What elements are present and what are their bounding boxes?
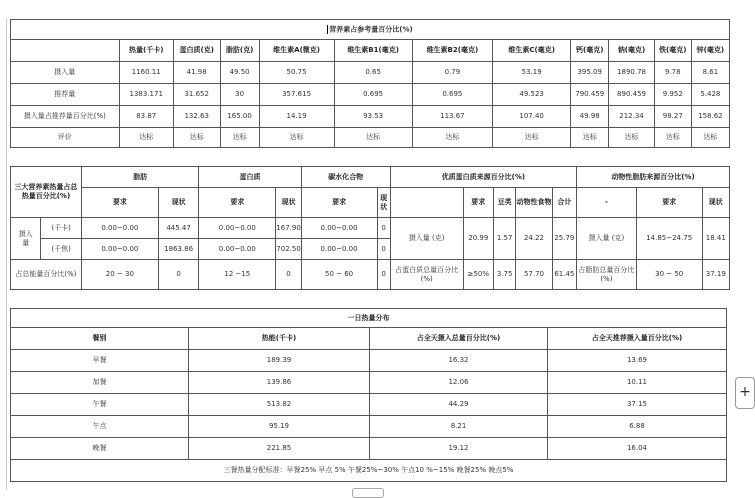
header-cell: 占全天摄入总量百分比(%) xyxy=(370,328,548,350)
cell: 14.19 xyxy=(259,106,334,128)
cell: 达标 xyxy=(173,128,220,148)
cell: 95.19 xyxy=(189,416,370,438)
table-row xyxy=(11,84,730,106)
cell: 49.50 xyxy=(220,62,259,84)
cell: 41.98 xyxy=(173,62,220,84)
header-fat: 脂肪 xyxy=(81,167,198,188)
table-row xyxy=(11,106,730,128)
header-quality-protein: 优质蛋白质来源百分比(%) xyxy=(390,167,576,188)
header-cell: 钙(毫克) xyxy=(571,40,609,62)
cell: 0.00~0.00 xyxy=(199,218,276,239)
header-dash: - xyxy=(577,188,637,218)
header-protein: 蛋白质 xyxy=(199,167,301,188)
meal-label: 加餐 xyxy=(11,372,189,394)
header-cell: 维生素B1(毫克) xyxy=(334,40,412,62)
header-cell: 占全天推荐摄入量百分比(%) xyxy=(548,328,727,350)
unit-label: (千焦) xyxy=(41,239,82,260)
cell: 0.695 xyxy=(412,84,492,106)
cell: 16.32 xyxy=(370,350,548,372)
cell: 513.82 xyxy=(189,394,370,416)
cell: 10.11 xyxy=(548,372,727,394)
header-cell: 蛋白质(克) xyxy=(173,40,220,62)
cell: 达标 xyxy=(609,128,655,148)
header-cell: 铁(毫克) xyxy=(654,40,691,62)
cell: 93.53 xyxy=(334,106,412,128)
cell: 0.00~0.00 xyxy=(301,218,377,239)
cell: 50 ~ 60 xyxy=(301,260,377,290)
cell: 0.695 xyxy=(334,84,412,106)
cell: 212.34 xyxy=(609,106,655,128)
meal-label: 午餐 xyxy=(11,394,189,416)
cell: 达标 xyxy=(654,128,691,148)
cell: 0.00~0.00 xyxy=(81,218,158,239)
cell: 0.00~0.00 xyxy=(199,239,276,260)
cell: 18.41 xyxy=(702,218,729,260)
cell: 12.06 xyxy=(370,372,548,394)
cell: 1383.171 xyxy=(119,84,173,106)
header-animal-fat: 动物性脂肪来源百分比(%) xyxy=(577,167,730,188)
meal-label: 晚餐 xyxy=(11,438,189,460)
cell: 24.22 xyxy=(516,218,552,260)
macronutrient-energy-table xyxy=(10,166,730,290)
header-req: 要求 xyxy=(301,188,377,218)
header-total: 合计 xyxy=(552,188,576,218)
cell: 0 xyxy=(158,260,199,290)
cell: 达标 xyxy=(691,128,729,148)
table-row xyxy=(11,128,730,148)
cell: 1890.78 xyxy=(609,62,655,84)
table-row xyxy=(11,62,730,84)
cell: 0 xyxy=(377,218,390,239)
table3-title: 一日热量分布 xyxy=(11,309,727,328)
cell: 50.75 xyxy=(259,62,334,84)
af-intake-label: 摄入量 (克) xyxy=(577,218,637,260)
intake-g-label: 摄入量 (克) xyxy=(390,218,463,260)
meal-distribution-note: 三餐热量分配标准：早餐25% 早点 5% 午餐25%~30% 午点10 %~15% 晚餐25% 晚点5% xyxy=(11,460,727,482)
cell: 702.50 xyxy=(276,239,301,260)
cell: 445.47 xyxy=(158,218,199,239)
add-button[interactable] xyxy=(735,377,755,409)
table-row xyxy=(11,416,727,438)
cell: 达标 xyxy=(334,128,412,148)
header-empty xyxy=(11,40,120,62)
cell: 12 ~15 xyxy=(199,260,276,290)
header-cell: 热量(千卡) xyxy=(119,40,173,62)
table-row xyxy=(11,218,730,239)
table-row xyxy=(11,438,727,460)
cell: 8.61 xyxy=(691,62,729,84)
cell: 49.98 xyxy=(571,106,609,128)
header-req: 要求 xyxy=(463,188,493,218)
cell: 53.19 xyxy=(493,62,571,84)
cell: 890.459 xyxy=(609,84,655,106)
row-label: 评价 xyxy=(11,128,120,148)
cell: 189.39 xyxy=(189,350,370,372)
header-now: 现状 xyxy=(158,188,199,218)
pct-label: 占总能量百分比(%) xyxy=(11,260,82,290)
table-row xyxy=(11,350,727,372)
header-empty xyxy=(390,188,463,218)
row-label: 摄入量占推荐量百分比(%) xyxy=(11,106,120,128)
cell: 37.19 xyxy=(702,260,729,290)
cell: 1160.11 xyxy=(119,62,173,84)
cell: 9.952 xyxy=(654,84,691,106)
header-cell: 热能(千卡) xyxy=(189,328,370,350)
cell: 49.523 xyxy=(493,84,571,106)
cell: 1863.86 xyxy=(158,239,199,260)
cell: 107.40 xyxy=(493,106,571,128)
cell: 达标 xyxy=(571,128,609,148)
cell: 165.00 xyxy=(220,106,259,128)
cell: 98.27 xyxy=(654,106,691,128)
header-cell: 餐别 xyxy=(11,328,189,350)
plus-icon: + xyxy=(739,384,751,400)
qp-pct-label: 占蛋白质总量百分比(%) xyxy=(390,260,463,290)
header-animal-food: 动物性食物 xyxy=(516,188,552,218)
header-bean: 豆类 xyxy=(493,188,515,218)
cell: 221.85 xyxy=(189,438,370,460)
header-cell: 维生素C(毫克) xyxy=(493,40,571,62)
table1-header-row xyxy=(11,40,730,62)
table3-header-row xyxy=(11,328,727,350)
cell: 790.459 xyxy=(571,84,609,106)
table2-header-row1 xyxy=(11,167,730,188)
cell: 19.12 xyxy=(370,438,548,460)
cell: 0.79 xyxy=(412,62,492,84)
cell: 9.78 xyxy=(654,62,691,84)
header-carb: 碳水化合物 xyxy=(301,167,390,188)
cell: 0.00~0.00 xyxy=(301,239,377,260)
cell: 0 xyxy=(377,260,390,290)
cell: 20.99 xyxy=(463,218,493,260)
header-cell: 维生素B2(毫克) xyxy=(412,40,492,62)
table-row xyxy=(11,394,727,416)
row-label: 推荐量 xyxy=(11,84,120,106)
cell: 达标 xyxy=(259,128,334,148)
cell: 30 xyxy=(220,84,259,106)
row-label: 摄入量 xyxy=(11,62,120,84)
cell: 37.15 xyxy=(548,394,727,416)
cell: 57.70 xyxy=(516,260,552,290)
header-now: 现状 xyxy=(702,188,729,218)
header-cell: 钠(毫克) xyxy=(609,40,655,62)
table-row xyxy=(11,260,730,290)
cell: 158.62 xyxy=(691,106,729,128)
cell: 14.85~24.75 xyxy=(636,218,702,260)
cell: 0.00~0.00 xyxy=(81,239,158,260)
cell: 167.90 xyxy=(276,218,301,239)
cell: 395.09 xyxy=(571,62,609,84)
cell: 8.21 xyxy=(370,416,548,438)
cell: 20 ~ 30 xyxy=(81,260,158,290)
header-req: 要求 xyxy=(199,188,276,218)
cell: 5.428 xyxy=(691,84,729,106)
unit-label: (千卡) xyxy=(41,218,82,239)
header-cell: 维生素A(微克) xyxy=(259,40,334,62)
nutrient-reference-table xyxy=(10,19,730,148)
table-row xyxy=(11,372,727,394)
cell: 1.57 xyxy=(493,218,515,260)
cell: 达标 xyxy=(493,128,571,148)
scroll-handle[interactable] xyxy=(352,488,384,498)
cell: 3.75 xyxy=(493,260,515,290)
cell: 357.615 xyxy=(259,84,334,106)
cell: 132.63 xyxy=(173,106,220,128)
cell: 113.67 xyxy=(412,106,492,128)
header-now: 现状 xyxy=(276,188,301,218)
cell: 25.79 xyxy=(552,218,576,260)
cell: 达标 xyxy=(412,128,492,148)
meal-label: 早餐 xyxy=(11,350,189,372)
cell: 30 ~ 50 xyxy=(636,260,702,290)
cell: 0.65 xyxy=(334,62,412,84)
meal-label: 午点 xyxy=(11,416,189,438)
cell: 达标 xyxy=(119,128,173,148)
header-req: 要求 xyxy=(81,188,158,218)
cell: 13.69 xyxy=(548,350,727,372)
table2-header-row2 xyxy=(11,188,730,218)
intake-label: 摄入 量 xyxy=(11,218,41,260)
header-cell: 锌(毫克) xyxy=(691,40,729,62)
cell: 0 xyxy=(377,239,390,260)
cell: 达标 xyxy=(220,128,259,148)
cell: 61.45 xyxy=(552,260,576,290)
header-cell: 脂肪(克) xyxy=(220,40,259,62)
cell: ≥50% xyxy=(463,260,493,290)
cell: 6.88 xyxy=(548,416,727,438)
corner-header: 三大营养素热量占总热量百分比(%) xyxy=(11,167,82,218)
cell: 0 xyxy=(276,260,301,290)
cell: 16.04 xyxy=(548,438,727,460)
cell: 139.86 xyxy=(189,372,370,394)
header-now: 现状 xyxy=(377,188,390,218)
daily-energy-distribution-table xyxy=(10,308,727,482)
header-req: 要求 xyxy=(636,188,702,218)
af-pct-label: 占脂肪总量百分比(%) xyxy=(577,260,637,290)
cell: 31.652 xyxy=(173,84,220,106)
table1-title[interactable]: 营养素占参考量百分比(%) xyxy=(11,20,730,40)
cell: 83.87 xyxy=(119,106,173,128)
cell: 44.29 xyxy=(370,394,548,416)
